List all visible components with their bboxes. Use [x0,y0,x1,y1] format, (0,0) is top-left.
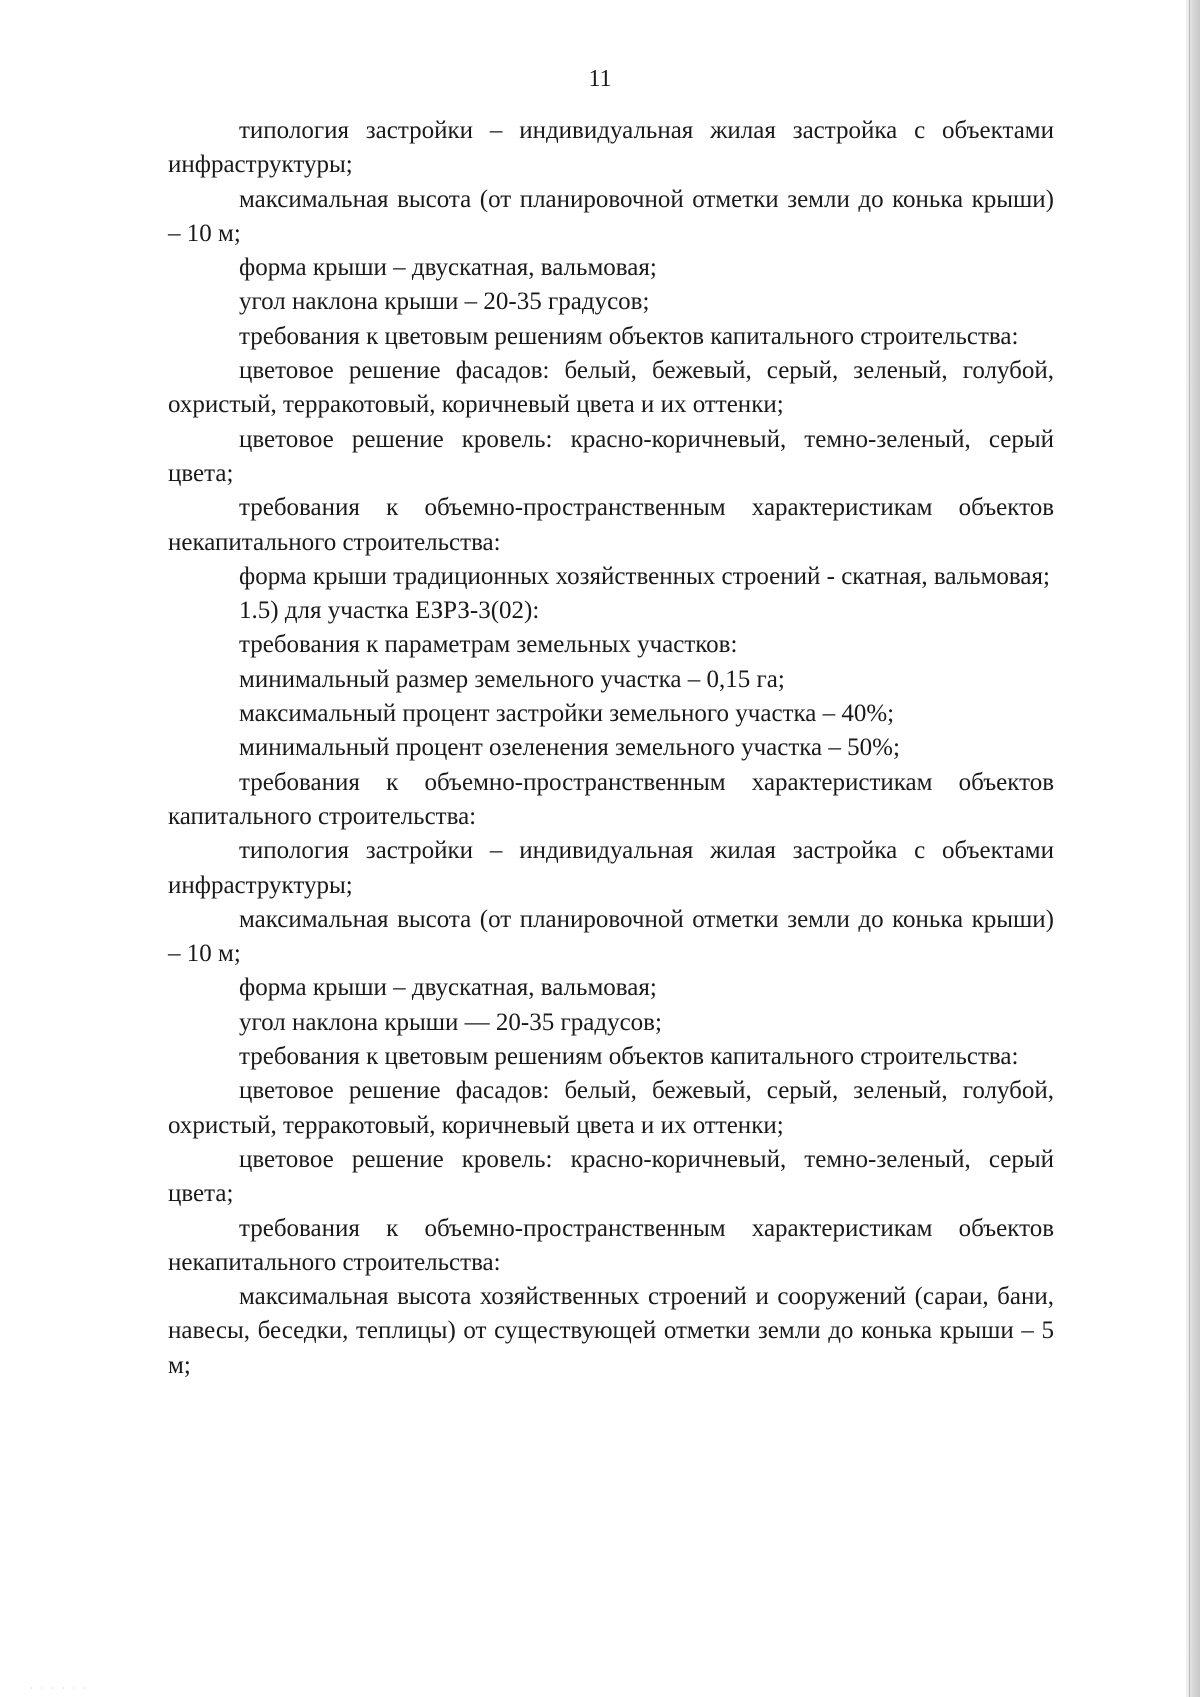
paragraph: цветовое решение кровель: красно-коричневый, темно-зеленый, серый цвета; [168,1145,1054,1208]
paragraph: максимальная высота (от планировочной отметки земли до конька крыши) – 10 м; [168,185,1054,247]
paragraph: требования к параметрам земельных участков: [239,631,738,659]
document-body [168,114,1054,1383]
paragraph: форма крыши – двускатная, вальмовая; [239,974,657,1002]
paragraph: минимальный процент озеленения земельного участка – 50%; [239,734,900,762]
scan-edge-line [1189,0,1190,1697]
paragraph: типология застройки – индивидуальная жилая застройка с объектами инфраструктуры; [168,837,1054,899]
paragraph: требования к объемно-пространственным характеристикам объектов капитального строительства: [168,768,1054,830]
paragraph: минимальный размер земельного участка – 0,15 га; [239,665,785,693]
paragraph: цветовое решение кровель: красно-коричневый, темно-зеленый, серый цвета; [168,425,1054,487]
paragraph: требования к цветовым решениям объектов капитального строительства: [239,322,1019,350]
paragraph: цветовое решение фасадов: белый, бежевый, серый, зеленый, голубой, охристый, терракотовый, коричневый цвета и их оттенки; [168,1077,1054,1139]
paragraph: цветовое решение фасадов: белый, бежевый, серый, зеленый, голубой, охристый, терракотовый, коричневый цвета и их оттенки; [168,357,1054,419]
paragraph: максимальный процент застройки земельного участка – 40%; [239,700,895,728]
paragraph: форма крыши – двускатная, вальмовая; [239,254,657,282]
paragraph: форма крыши традиционных хозяйственных строений - скатная, вальмовая; [239,562,1050,590]
paragraph: максимальная высота хозяйственных строений и сооружений (сараи, бани, навесы, беседки, теплицы) от существующей отметки земли до конька крыши – 5 м; [168,1283,1054,1379]
paragraph: максимальная высота (от планировочной отметки земли до конька крыши) – 10 м; [168,905,1054,968]
paragraph: угол наклона крыши – 20-35 градусов; [239,288,650,316]
paragraph: типология застройки – индивидуальная жилая застройка с объектами инфраструктуры; [168,117,1054,179]
section-heading: 1.5) для участка ЕЗРЗ-3(02): [239,597,540,625]
paragraph: угол наклона крыши — 20-35 градусов; [239,1008,662,1036]
paragraph: требования к объемно-пространственным характеристикам объектов некапитального строительства: [168,494,1054,556]
paragraph: требования к объемно-пространственным характеристикам объектов некапитального строительства: [168,1214,1054,1276]
page-number: 11 [588,66,612,92]
scan-artifact: · · · · · · [30,1684,89,1693]
paragraph: требования к цветовым решениям объектов капитального строительства: [239,1043,1019,1071]
